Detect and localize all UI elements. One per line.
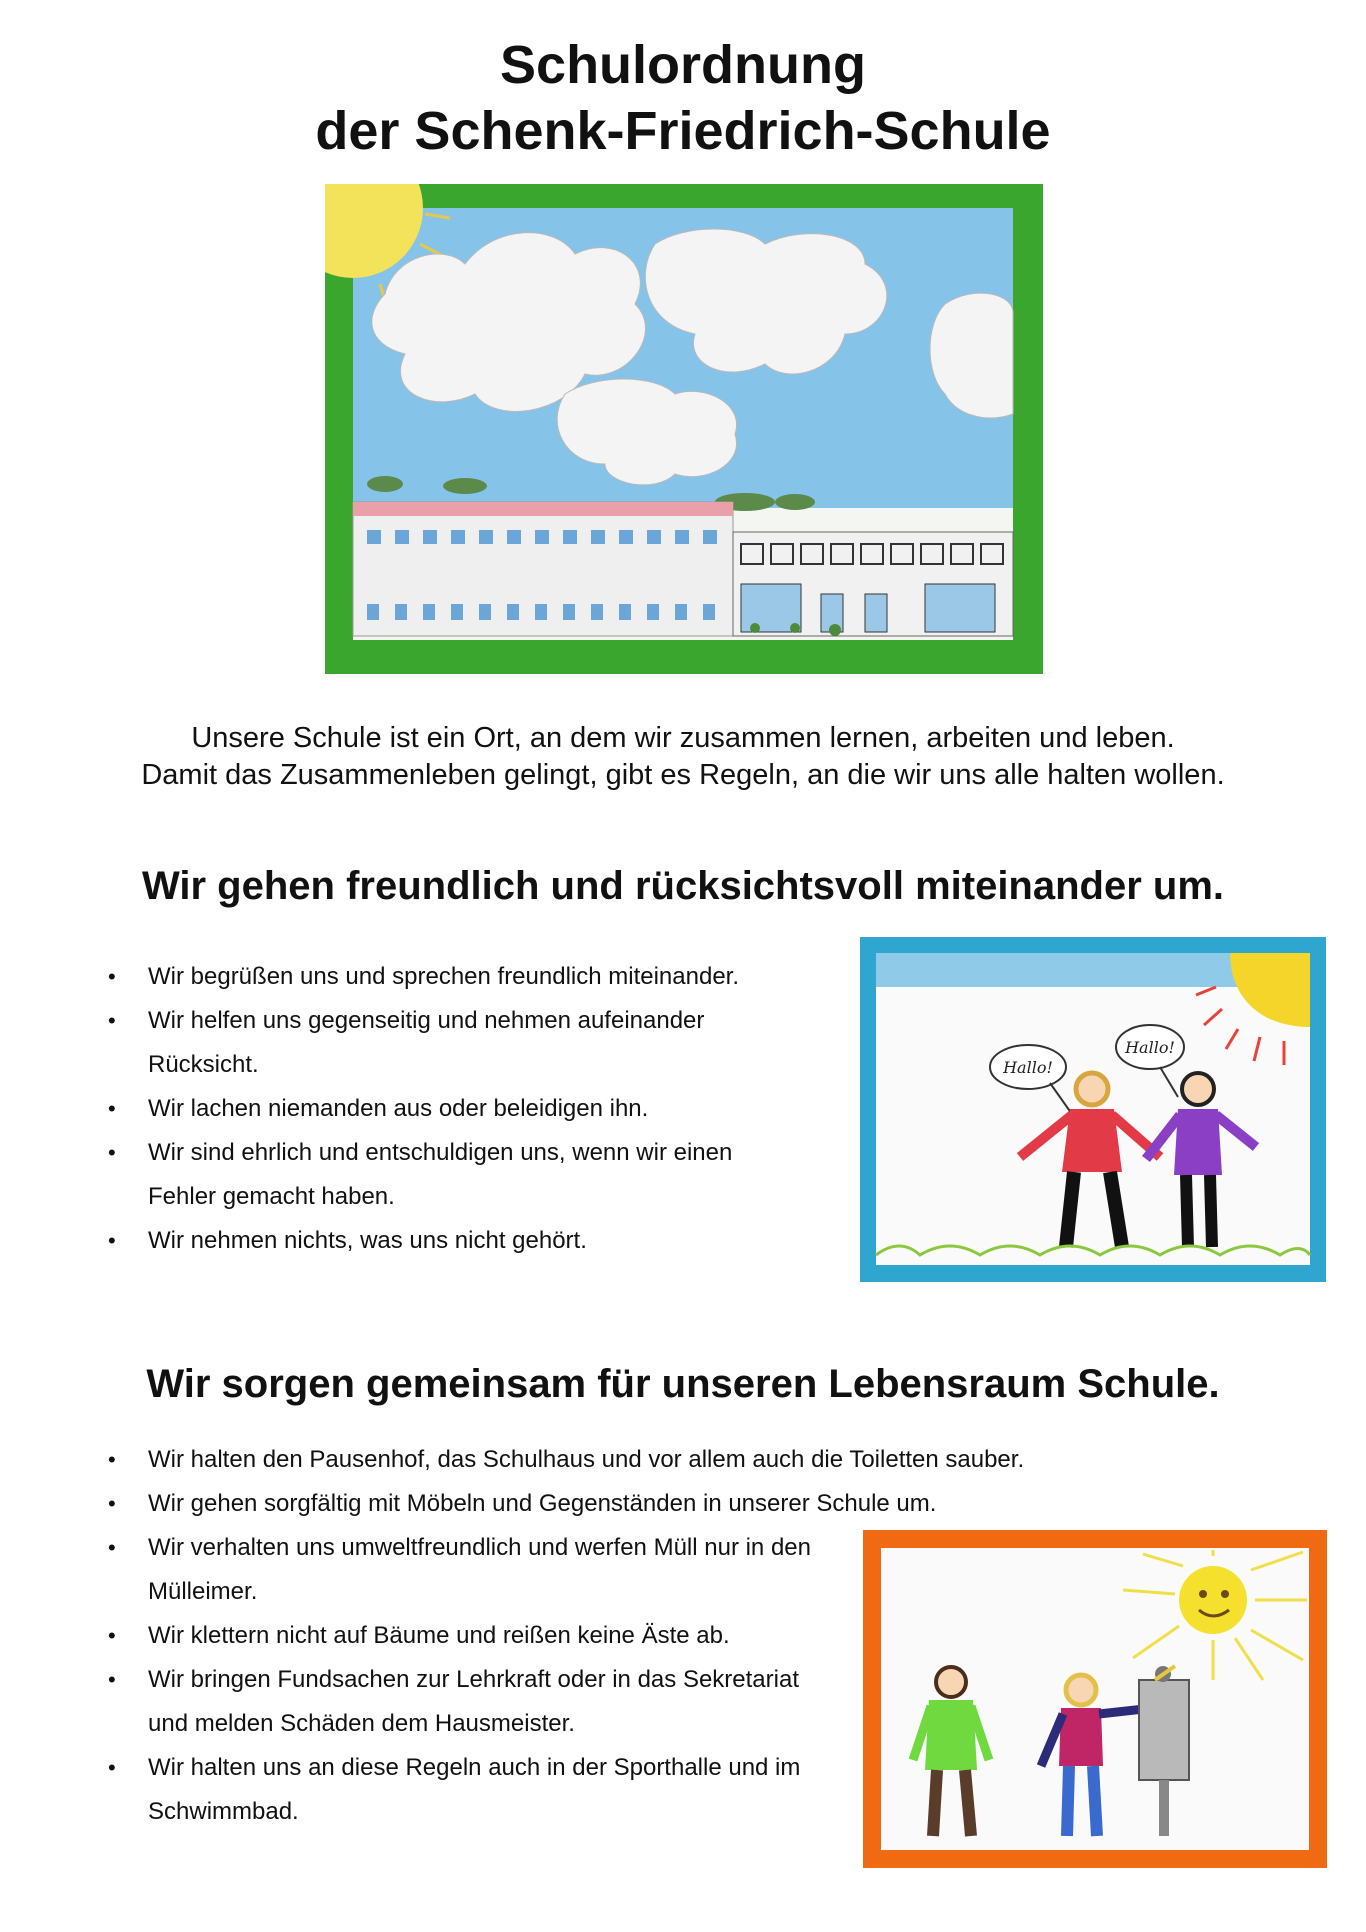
trash-bin-children-illustration (863, 1530, 1327, 1868)
intro-line-2: Damit das Zusammenleben gelingt, gibt es Regeln, an die wir uns alle halten wollen. (141, 759, 1225, 791)
rule-item (108, 1131, 828, 1219)
page-title-line-1: Schulordnung (500, 35, 866, 95)
intro-text (40, 720, 1326, 794)
rule-line: Fehler gemacht haben. (148, 1183, 395, 1210)
rule-item (108, 999, 828, 1087)
rule-item (108, 1219, 828, 1263)
speech-bubble-right-text: Hallo! (1125, 1038, 1175, 1057)
rule-line: • Wir lachen niemanden aus oder beleidigen ihn. (148, 1095, 649, 1122)
rule-line: • Wir sind ehrlich und entschuldigen uns, wenn wir einen (148, 1139, 733, 1166)
page-title (0, 32, 1366, 164)
school-building-illustration (325, 184, 1043, 674)
rule-line: • Wir begrüßen uns und sprechen freundlich miteinander. (148, 963, 739, 990)
section-1-rules-list (108, 955, 828, 1263)
rule-item (108, 1087, 828, 1131)
rule-line: Mülleimer. (148, 1578, 258, 1605)
school-building-drawing (325, 184, 1043, 674)
page-title-line-2: der Schenk-Friedrich-Schule (315, 101, 1051, 161)
rule-line: • Wir bringen Fundsachen zur Lehrkraft oder in das Sekretariat (148, 1666, 799, 1693)
rule-item (108, 1438, 1108, 1482)
rule-line: und melden Schäden dem Hausmeister. (148, 1710, 575, 1737)
rule-line: • Wir klettern nicht auf Bäume und reißen keine Äste ab. (148, 1622, 730, 1649)
rule-line: • Wir halten den Pausenhof, das Schulhaus und vor allem auch die Toiletten sauber. (148, 1446, 1025, 1473)
speech-bubble-left-text: Hallo! (1003, 1058, 1053, 1077)
intro-line-1: Unsere Schule ist ein Ort, an dem wir zusammen lernen, arbeiten und leben. (191, 722, 1175, 754)
greeting-children-drawing (860, 937, 1326, 1282)
rule-line: Rücksicht. (148, 1051, 259, 1078)
rule-item (108, 1482, 1108, 1526)
greeting-children-illustration (860, 937, 1326, 1282)
rule-line: • Wir helfen uns gegenseitig und nehmen aufeinander (148, 1007, 705, 1034)
rule-line: • Wir verhalten uns umweltfreundlich und werfen Müll nur in den (148, 1534, 811, 1561)
section-2-heading: Wir sorgen gemeinsam für unseren Lebensraum Schule. (146, 1362, 1220, 1406)
rule-line: Schwimmbad. (148, 1798, 299, 1825)
rule-line: • Wir halten uns an diese Regeln auch in der Sporthalle und im (148, 1754, 801, 1781)
rule-line: • Wir gehen sorgfältig mit Möbeln und Gegenständen in unserer Schule um. (148, 1490, 937, 1517)
section-1-heading: Wir gehen freundlich und rücksichtsvoll miteinander um. (141, 864, 1225, 908)
trash-bin-children-drawing (863, 1530, 1327, 1868)
rule-item (108, 955, 828, 999)
rule-line: • Wir nehmen nichts, was uns nicht gehört. (148, 1227, 587, 1254)
